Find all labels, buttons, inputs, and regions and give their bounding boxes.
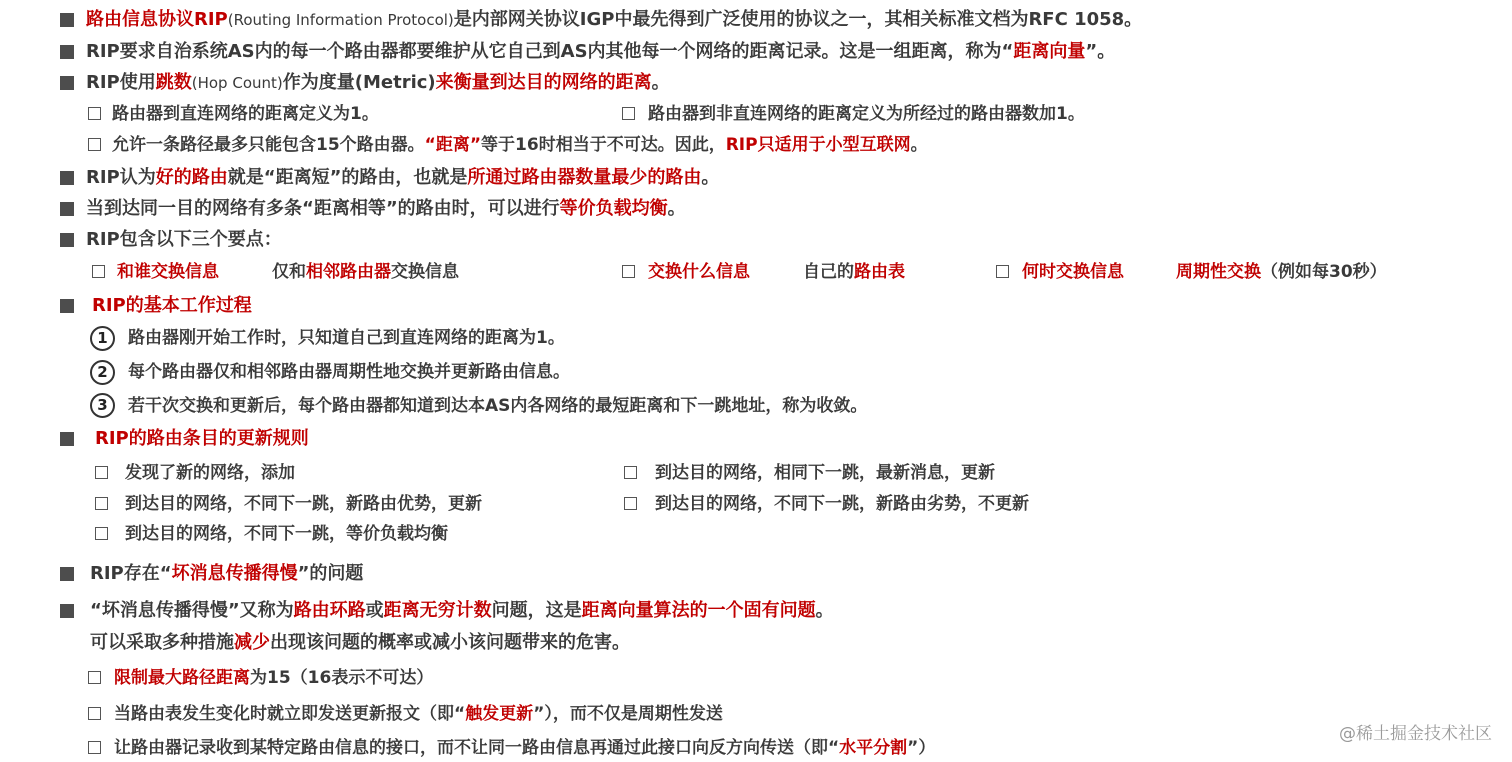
text-segment: 限制最大路径距离 [114, 668, 250, 688]
checkbox-icon [95, 527, 108, 540]
text-segment: 跳数 [155, 72, 192, 93]
text-segment: ”），而不仅是周期性发送 [533, 704, 723, 724]
text-segment: RIP的基本工作过程 [92, 295, 252, 316]
text-segment: RIP只适用于小型互联网 [725, 135, 911, 155]
checkbox-icon [95, 497, 108, 510]
indirect-network-distance [648, 103, 1085, 125]
text-segment: 仅和 [272, 262, 306, 282]
intro-line [86, 9, 1142, 31]
text-segment: 来衡量到达目的网络的距离 [435, 72, 652, 93]
bullet-square-icon [60, 604, 74, 618]
rule-equal-cost [125, 523, 448, 545]
text-segment: 距离向量算法的一个固有问题 [581, 600, 816, 621]
bullet-square-icon [60, 567, 74, 581]
text-segment: 或 [365, 600, 384, 621]
basic-process-heading [92, 295, 252, 317]
text-segment: 周期性交换 [1176, 262, 1261, 282]
text-segment: (Routing Information Protocol) [227, 11, 454, 29]
bullet-square-icon [60, 202, 74, 216]
text-segment: 距离向量 [1013, 41, 1086, 62]
text-segment: 路由器到直连网络的距离定义为1。 [112, 104, 379, 124]
text-segment: 可以采取多种措施 [90, 632, 234, 653]
text-segment: 路由表 [854, 262, 905, 282]
text-segment: 若干次交换和更新后，每个路由器都知道到达本AS内各网络的最短距离和下一跳地址，称为收敛。 [128, 396, 868, 416]
text-segment: （例如每30秒） [1261, 262, 1387, 282]
rule-worse-route [655, 493, 1029, 515]
text-segment: RIP的路由条目的更新规则 [95, 428, 309, 449]
text-segment: (Hop Count) [191, 74, 283, 92]
measure-triggered-update [114, 703, 723, 725]
checkbox-icon [622, 265, 635, 278]
text-segment: 是内部网关协议IGP中最先得到广泛使用的协议之一，其相关标准文档为RFC 1058。 [453, 9, 1143, 30]
bullet-square-icon [60, 45, 74, 59]
bullet-square-icon [60, 13, 74, 27]
text-segment: 到达目的网络，不同下一跳，等价负载均衡 [125, 524, 448, 544]
text-segment: 坏消息传播得慢 [171, 563, 298, 584]
text-segment: ”） [907, 738, 936, 758]
text-segment: 当到达同一目的网络有多条“距离相等”的路由时，可以进行 [86, 198, 560, 219]
checkbox-icon [88, 138, 101, 151]
text-segment: 等于16时相当于不可达。因此， [481, 135, 726, 155]
bullet-square-icon [60, 299, 74, 313]
point-when [1022, 261, 1124, 283]
text-segment: 让路由器记录收到某特定路由信息的接口，而不让同一路由信息再通过此接口向反方向传送（即“ [114, 738, 840, 758]
text-segment: 问题，这是 [491, 600, 582, 621]
checkbox-icon [88, 107, 101, 120]
point-who [117, 261, 219, 283]
text-segment: RIP使用 [86, 72, 156, 93]
bullet-square-icon [60, 76, 74, 90]
checkbox-icon [88, 707, 101, 720]
text-segment: 减少 [234, 632, 270, 653]
text-segment: 。 [651, 72, 670, 93]
text-segment: RIP存在“ [90, 563, 172, 584]
rule-new-network [125, 462, 295, 484]
text-segment: 发现了新的网络，添加 [125, 463, 295, 483]
text-segment: 路由信息协议RIP [86, 9, 228, 30]
text-segment: ”的问题 [297, 563, 364, 584]
rule-better-route [125, 493, 482, 515]
watermark: @稀土掘金技术社区 [1339, 724, 1492, 744]
text-segment: 触发更新 [465, 704, 534, 724]
text-segment: 何时交换信息 [1022, 262, 1124, 282]
text-segment: 作为度量(Metric) [282, 72, 436, 93]
text-segment: 所通过路由器数量最少的路由 [467, 167, 702, 188]
text-segment: 允许一条路径最多只能包含15个路由器。 [112, 135, 425, 155]
text-segment: ”。 [1085, 41, 1116, 62]
text-segment: 就是“距离短”的路由，也就是 [227, 167, 468, 188]
text-segment: 路由器到非直连网络的距离定义为所经过的路由器数加1。 [648, 104, 1085, 124]
text-segment: RIP认为 [86, 167, 156, 188]
bad-news-desc-1 [90, 600, 834, 622]
text-segment: 出现该问题的概率或减小该问题带来的危害。 [270, 632, 630, 653]
distance-vector-line [86, 41, 1115, 63]
bullet-square-icon [60, 432, 74, 446]
checkbox-icon [996, 265, 1009, 278]
checkbox-icon [95, 466, 108, 479]
text-segment: 到达目的网络，不同下一跳，新路由劣势，不更新 [655, 494, 1029, 514]
text-segment: 路由器刚开始工作时，只知道自己到直连网络的距离为1。 [128, 328, 565, 348]
update-rules-heading [95, 428, 309, 450]
text-segment: 每个路由器仅和相邻路由器周期性地交换并更新路由信息。 [128, 362, 570, 382]
key-points-heading [86, 229, 282, 251]
point-what-desc [803, 261, 905, 283]
measure-max-distance [114, 667, 433, 689]
direct-network-distance [112, 103, 379, 125]
text-segment: 等价负载均衡 [559, 198, 668, 219]
step-number-2: 2 [90, 360, 115, 385]
text-segment: 交换信息 [391, 262, 459, 282]
text-segment: RIP包含以下三个要点： [86, 229, 282, 250]
bullet-square-icon [60, 171, 74, 185]
text-segment: 。 [667, 198, 686, 219]
text-segment: 到达目的网络，不同下一跳，新路由优势，更新 [125, 494, 482, 514]
text-segment: 。 [701, 167, 720, 188]
rule-same-next-hop [655, 462, 995, 484]
text-segment: 自己的 [803, 262, 854, 282]
text-segment: 和谁交换信息 [117, 262, 219, 282]
text-segment: 交换什么信息 [648, 262, 750, 282]
text-segment: 路由环路 [293, 600, 366, 621]
text-segment: 好的路由 [155, 167, 228, 188]
text-segment: RIP要求自治系统AS内的每一个路由器都要维护从它自己到AS内其他每一个网络的距离记录。这是一组距离，称为“ [86, 41, 1014, 62]
text-segment: 到达目的网络，相同下一跳，最新消息，更新 [655, 463, 995, 483]
hop-count-line [86, 72, 670, 94]
process-step-3 [128, 395, 867, 417]
checkbox-icon [622, 107, 635, 120]
bad-news-desc-2 [90, 632, 630, 654]
equal-cost-line [86, 198, 686, 220]
checkbox-icon [624, 466, 637, 479]
measure-split-horizon [114, 737, 935, 759]
text-segment: “坏消息传播得慢”又称为 [90, 600, 294, 621]
bad-news-heading [90, 563, 363, 585]
text-segment: 为15（16表示不可达） [250, 668, 434, 688]
checkbox-icon [88, 671, 101, 684]
checkbox-icon [624, 497, 637, 510]
step-number-1: 1 [90, 326, 115, 351]
text-segment: 距离无穷计数 [383, 600, 492, 621]
text-segment: 。 [815, 600, 834, 621]
text-segment: 。 [910, 135, 928, 155]
text-segment: 当路由表发生变化时就立即发送更新报文（即“ [114, 704, 466, 724]
text-segment: 相邻路由器 [306, 262, 391, 282]
checkbox-icon [92, 265, 105, 278]
step-number-3: 3 [90, 393, 115, 418]
checkbox-icon [88, 741, 101, 754]
bullet-square-icon [60, 233, 74, 247]
max-hops-line [112, 134, 928, 156]
text-segment: 水平分割 [839, 738, 908, 758]
point-what [648, 261, 750, 283]
point-who-desc [272, 261, 459, 283]
good-route-line [86, 167, 719, 189]
point-when-desc [1176, 261, 1387, 283]
text-segment: “距离” [424, 135, 482, 155]
process-step-2 [128, 361, 570, 383]
process-step-1 [128, 327, 565, 349]
